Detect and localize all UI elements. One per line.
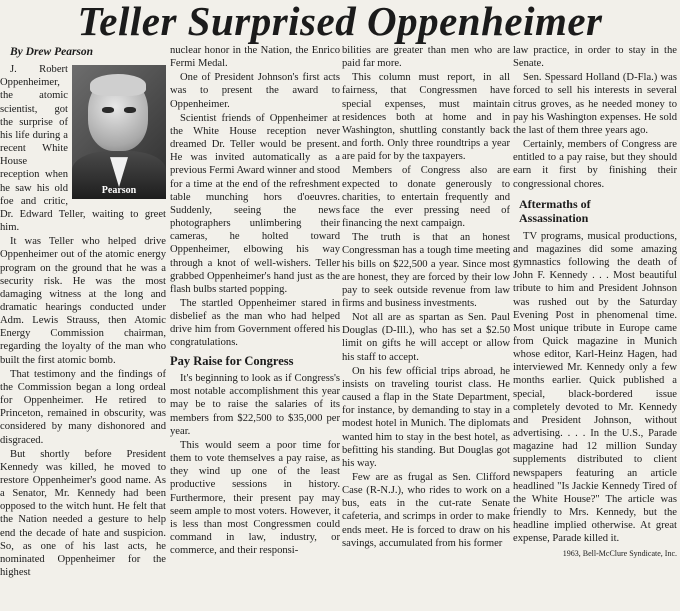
paragraph: Few are as frugal as Sen. Clifford Case (R-N.J.), who rides to work on a bus, eats in the cut-rate Senate cafeteria, and scrimps in order to make ends meet. He is forced to draw on his savings, accumulated from his former <box>342 472 510 549</box>
paragraph: One of President Johnson's first acts was to present the award to Oppenheimer. <box>170 72 340 110</box>
paragraph: J. Robert Oppenheimer, the atomic scientist, got the surprise of his life during a recent White House reception when he saw his old foe and critic, Dr. Edward Teller, waiting to greet him. <box>0 64 166 234</box>
paragraph: That testimony and the findings of the Commission began a long ordeal for Oppenheimer. He retired to Princeton, remained in obscurity, was considered by many dishonored and disgraced. <box>0 368 166 446</box>
subhead-line: Assassination <box>519 211 589 226</box>
paragraph: bilities are greater than men who are paid far more. <box>342 45 510 70</box>
paragraph: nuclear honor in the Nation, the Enrico Fermi Medal. <box>170 45 340 70</box>
paragraph: TV programs, musical productions, and magazines did some amazing gymnastics following the death of John F. Kennedy . . . Most beautiful tribute to him and President Johnson was rushed out by the Saturday Evening Post in phenomenal time. Most unique tribute in Europe came from Quick magazine in Munich whose editor, Karl-Heinz Hagen, had interviewed Mr. Kennedy only a few months earlier. Quick published a special, black-bordered issue completely devoted to Mr. Kennedy and President Johnson, without advertising. . . . In the U.S., Parade magazine had 12 million Sunday supplements distributed to client newspapers featuring an article headlined "Is Jackie Kennedy Tired of the White House?" The article was friendly to Mrs. Kennedy, but the headline implied otherwise. At great expense, Parade killed it. <box>513 230 677 545</box>
subhead-line: Aftermaths of <box>519 196 591 211</box>
paragraph: Scientist friends of Oppenheimer at the White House reception never dreamed Dr. Teller would be present. He was invited automatically as a previous Fermi Award winner and stood for a time at the end of the refreshment table munching hors d'oeuvres. Suddenly, seeing the news photographers unlimbering their cameras, he holted toward Oppenheimer, elbowing his way through a knot of well-wishers. Teller grabbed Oppenheimer's hand just as the flash bulbs started popping. <box>170 112 340 295</box>
subhead-pay-raise: Pay Raise for Congress <box>170 353 294 368</box>
paragraph: This would seem a poor time for them to vote themselves a pay raise, as they wind up one of the least productive sessions in history. Furthermore, their present pay may seem ample to most voters. However, it is less than most Congressmen could command in law, industry, or commerce, and their responsi- <box>170 439 340 557</box>
paragraph: This column must report, in all fairness, that Congressmen have special expenses, must maintain residences both at home and in Washington, shuttling constantly back and forth. Only three roundtrips a year are paid for by the taxpayers. <box>342 72 510 163</box>
paragraph: On his few official trips abroad, he insists on traveling tourist class. He caused a flap in the State Department, for instance, by demanding to stay in a modest hotel in Munich. The diplomats wanted him to stay in the best hotel, as befitting his standing. But Douglas got his way. <box>342 365 510 469</box>
paragraph: It's beginning to look as if Congress's most notable accomplishment this year may be to raise the salaries of its members from $22,500 to $35,000 per year. <box>170 373 340 437</box>
paragraph: law practice, in order to stay in the Senate. <box>513 45 677 70</box>
byline: By Drew Pearson <box>10 46 94 58</box>
column-3 <box>342 44 510 605</box>
paragraph: Certainly, members of Congress are entitled to a pay raise, but they should earn it first by finishing their congressional chores. <box>513 139 677 190</box>
copyright-credit: 1963, Bell-McClure Syndicate, Inc. <box>562 549 677 559</box>
paragraph: Sen. Spessard Holland (D-Fla.) was forced to sell his interests in several citrus groves, as he needed money to pay his Washington expenses. He sold the last of them three years ago. <box>513 72 677 136</box>
author-photo <box>72 65 166 199</box>
paragraph: Not all are as spartan as Sen. Paul Douglas (D-Ill.), who has set a $2.50 limit on gifts he will accept or allow his staff to accept. <box>342 312 510 363</box>
headline: Teller Surprised Oppenheimer <box>77 0 603 44</box>
paragraph: The startled Oppenheimer stared in disbelief as the man who had helped drive him from Government offered his congratulations. <box>170 297 340 349</box>
subhead-aftermaths <box>519 197 677 226</box>
paragraph: Members of Congress also are expected to donate generously to charities, to entertain frequently and face the ever pressing need of financing the next campaign. <box>342 165 510 230</box>
column-1 <box>0 44 166 605</box>
paragraph: The truth is that an honest Congressman has a tough time meeting his bills on $22,500 a year. Since most are honest, they are forced by their low pay to seek outside revenue from law firms and business investments. <box>342 232 510 309</box>
column-4 <box>513 44 677 605</box>
column-2 <box>170 44 340 605</box>
paragraph: It was Teller who helped drive Oppenheimer out of the atomic energy program on the ground that he was a security risk. He was the most damaging witness at the long and dramatic hearings conducted under Adm. Lewis Strauss, then Atomic Energy Commission chairman, regarding the loyalty of the man who built the first atomic bomb. <box>0 236 166 366</box>
photo-caption: Pearson <box>101 185 137 196</box>
paragraph: But shortly before President Kennedy was killed, he moved to restore Oppenheimer's good name. As a Senator, Mr. Kennedy had been opposed to the witch hunt. He felt that the Nation needed a gesture to help end the decade of hate and suspicion. So, as one of his last acts, he nominated Oppenheimer for the highest <box>0 448 166 579</box>
